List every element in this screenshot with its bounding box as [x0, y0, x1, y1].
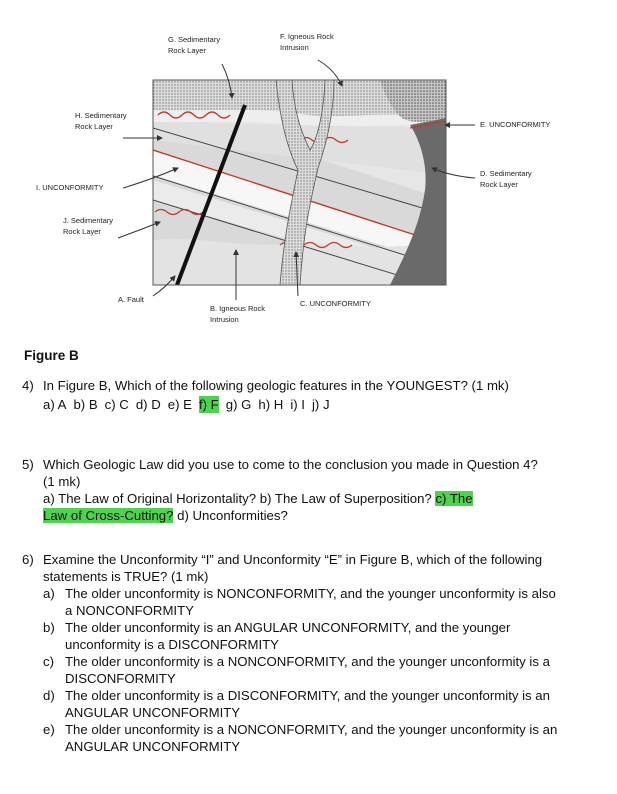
- label-g-line1: G. Sedimentary: [168, 35, 221, 44]
- q4-option-c[interactable]: c) C: [104, 397, 129, 412]
- label-h-line1: H. Sedimentary: [75, 111, 127, 120]
- q4-option-d[interactable]: d) D: [135, 397, 161, 412]
- question-4-options: [43, 396, 563, 413]
- q6-option-a-letter: a): [43, 586, 55, 601]
- question-6-text: Examine the Unconformity “I” and Unconformity “E” in Figure B, which of the following statements is TRUE? (1 mk): [43, 552, 543, 584]
- geology-figure: [0, 0, 617, 345]
- label-h-line2: Rock Layer: [75, 122, 113, 131]
- q4-option-e[interactable]: e) E: [167, 397, 192, 412]
- q5-answer-b[interactable]: b) The Law of Superposition?: [259, 491, 432, 506]
- question-5-number: 5): [22, 457, 34, 472]
- label-e: E. UNCONFORMITY: [480, 120, 551, 129]
- label-j-line2: Rock Layer: [63, 227, 101, 236]
- q6-option-e-letter: e): [43, 722, 55, 737]
- q5-answer-c-highlighted[interactable]: c) The: [435, 491, 473, 506]
- label-j-line1: J. Sedimentary: [63, 216, 114, 225]
- label-b-line1: B. Igneous Rock: [210, 304, 266, 313]
- question-4-text: In Figure B, Which of the following geologic features in the YOUNGEST? (1 mk): [43, 378, 509, 393]
- q4-option-h[interactable]: h) H: [258, 397, 284, 412]
- question-6-number: 6): [22, 552, 34, 567]
- label-c: C. UNCONFORMITY: [300, 299, 371, 308]
- q6-option-e[interactable]: [43, 721, 563, 755]
- question-5: [22, 456, 543, 524]
- q6-option-c-text: The older unconformity is a NONCONFORMITY, and the younger unconformity is a DISCONFORMITY: [65, 654, 550, 686]
- label-i: I. UNCONFORMITY: [36, 183, 104, 192]
- q6-option-d-text: The older unconformity is a DISCONFORMITY, and the younger unconformity is an ANGULAR UNCONFORMITY: [65, 688, 550, 720]
- q4-option-a[interactable]: a) A: [43, 397, 67, 412]
- question-5-answers: [43, 490, 543, 524]
- question-5-text: Which Geologic Law did you use to come to the conclusion you made in Question 4? (1 mk): [43, 457, 538, 489]
- question-4-number: 4): [22, 378, 34, 393]
- question-6: [22, 551, 563, 755]
- q6-option-d-letter: d): [43, 688, 55, 703]
- label-d: [480, 168, 532, 190]
- q6-option-e-text: The older unconformity is a NONCONFORMITY, and the younger unconformity is an ANGULAR UNCONFORMITY: [65, 722, 558, 754]
- q4-option-f-highlighted[interactable]: f) F: [198, 397, 219, 412]
- label-g: [168, 34, 220, 56]
- label-b: [210, 303, 265, 325]
- q6-option-a[interactable]: [43, 585, 563, 619]
- q5-answer-a[interactable]: a) The Law of Original Horizontality?: [43, 491, 257, 506]
- label-f: [280, 31, 334, 53]
- q6-option-b-text: The older unconformity is an ANGULAR UNCONFORMITY, and the younger unconformity is a DISCONFORMITY: [65, 620, 511, 652]
- q6-option-b[interactable]: [43, 619, 563, 653]
- q6-option-c-letter: c): [43, 654, 54, 669]
- label-g-line2: Rock Layer: [168, 46, 206, 55]
- label-b-line2: Intrusion: [210, 315, 239, 324]
- q6-option-c[interactable]: [43, 653, 563, 687]
- label-a: A. Fault: [118, 295, 144, 304]
- label-d-line2: Rock Layer: [480, 180, 518, 189]
- label-f-line2: Intrusion: [280, 43, 309, 52]
- figure-title: Figure B: [24, 348, 79, 363]
- q4-option-g[interactable]: g) G: [225, 397, 252, 412]
- q6-option-b-letter: b): [43, 620, 55, 635]
- q4-option-i[interactable]: i) I: [290, 397, 305, 412]
- q4-option-j[interactable]: j) J: [311, 397, 330, 412]
- q5-answer-d[interactable]: d) Unconformities?: [177, 508, 288, 523]
- q5-answer-c-highlighted-cont[interactable]: Law of Cross-Cutting?: [43, 508, 174, 523]
- label-d-line1: D. Sedimentary: [480, 169, 532, 178]
- label-f-line1: F. Igneous Rock: [280, 32, 334, 41]
- label-h: [75, 110, 127, 132]
- label-j: [63, 215, 113, 237]
- q6-option-d[interactable]: [43, 687, 563, 721]
- q4-option-b[interactable]: b) B: [73, 397, 98, 412]
- question-4: [22, 377, 563, 413]
- q6-option-a-text: The older unconformity is NONCONFORMITY, and the younger unconformity is also a NONCONFORMITY: [65, 586, 556, 618]
